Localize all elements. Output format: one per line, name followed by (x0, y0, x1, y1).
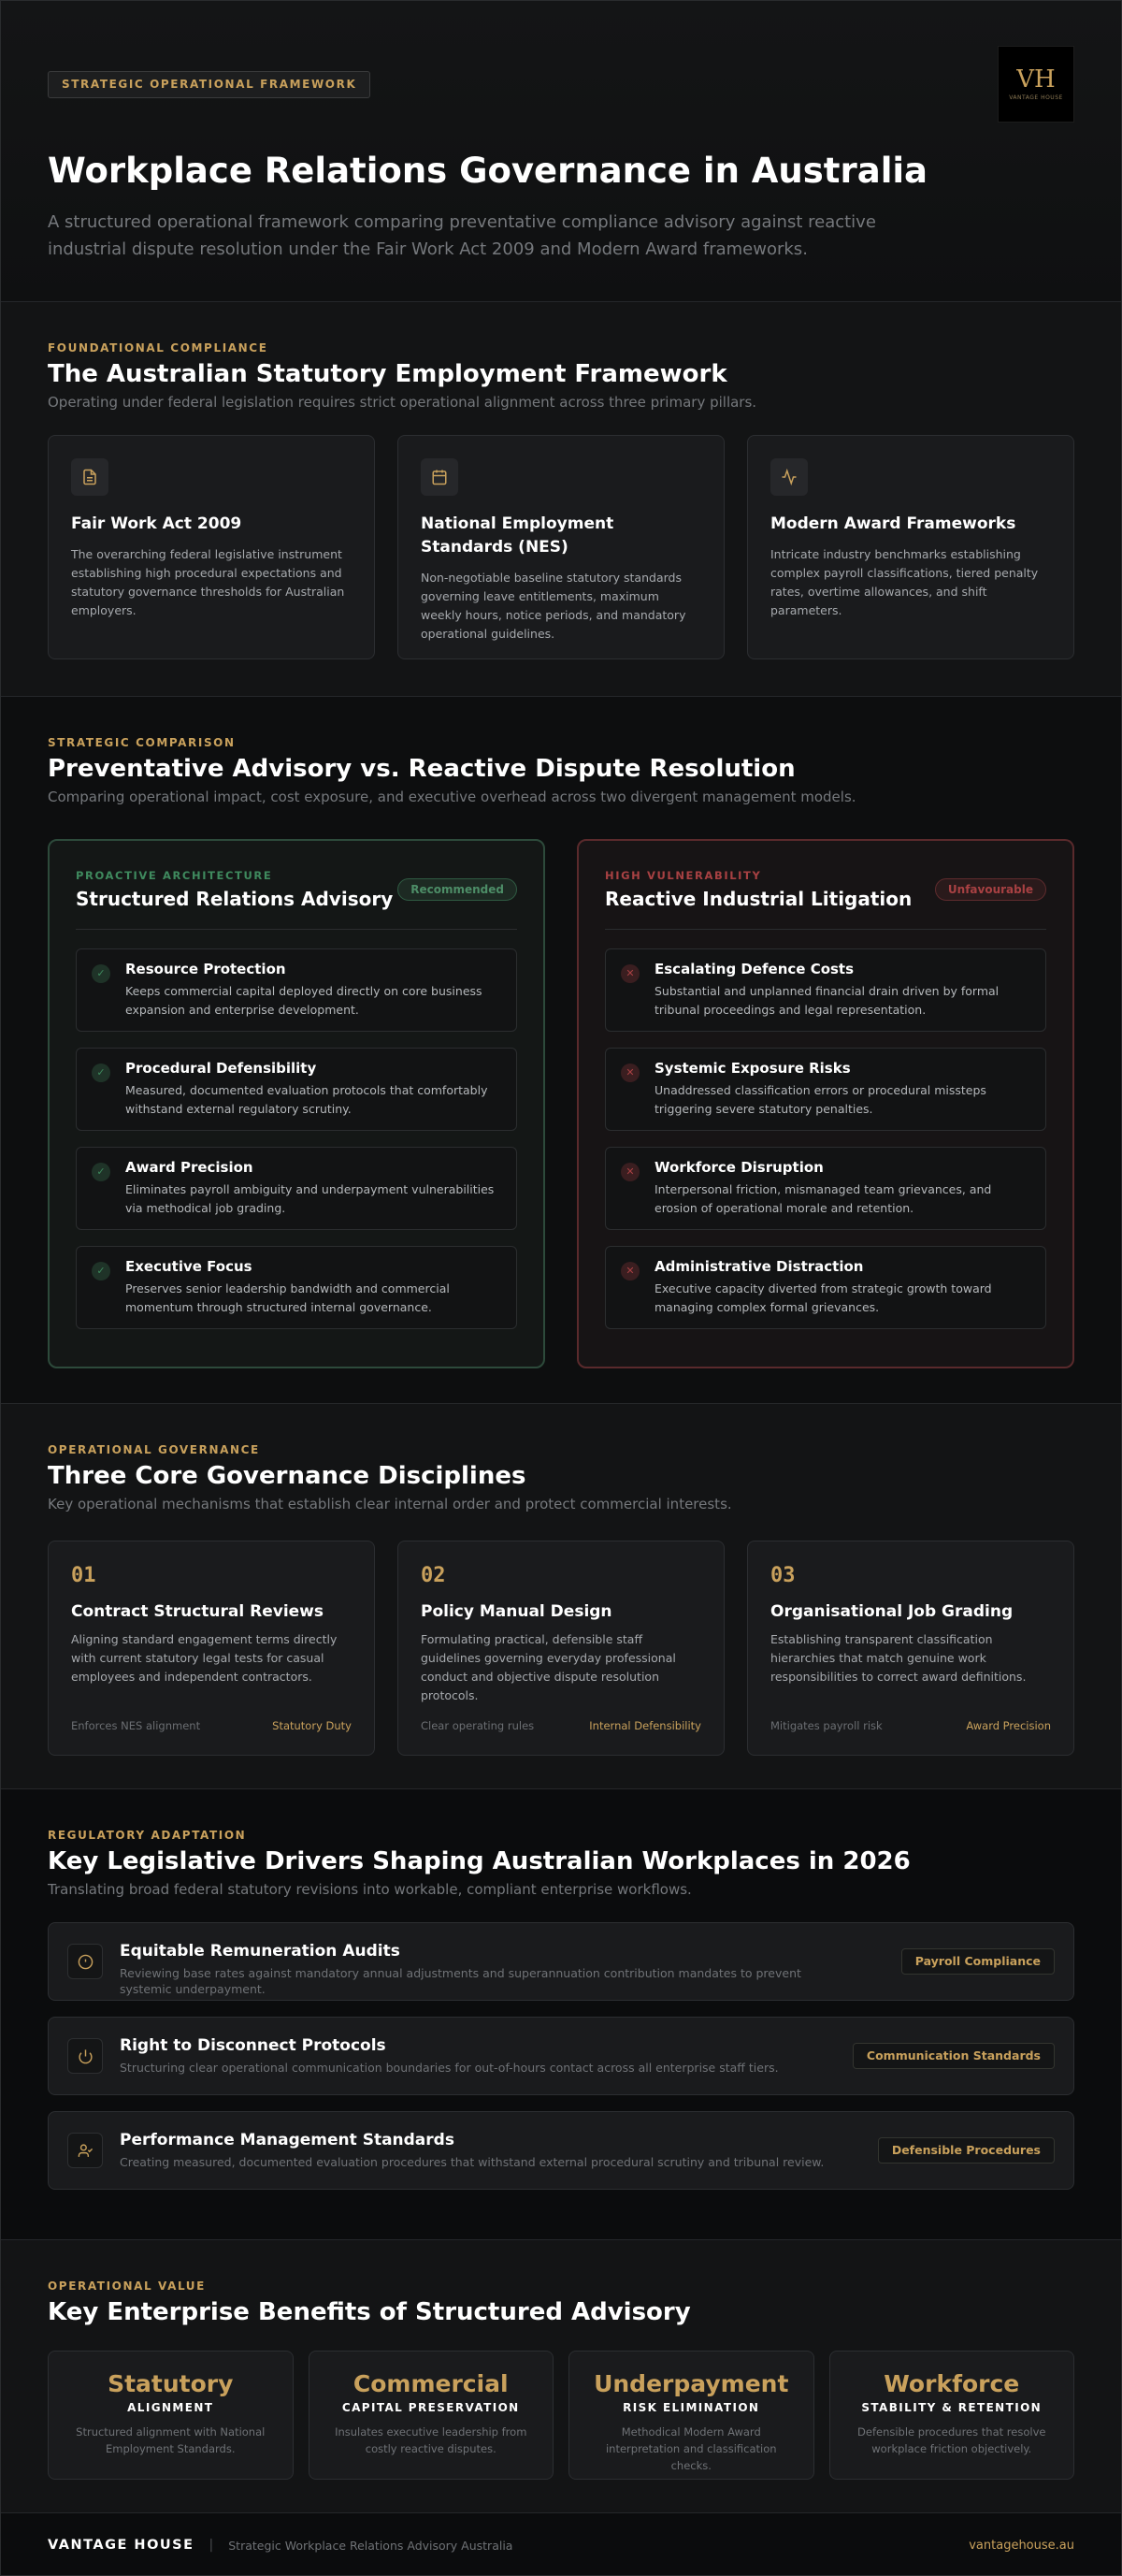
driver-tag: Payroll Compliance (901, 1948, 1055, 1975)
benefits-section (1, 2240, 1121, 2513)
item-title: Workforce Disruption (654, 1159, 824, 1176)
pillar-text: Non-negotiable baseline statutory standards governing leave entitlements, maximum weekly hours, notice periods, and mandatory operational guidelines. (421, 571, 686, 641)
user-check-icon (67, 2133, 103, 2168)
benefit-headline: Workforce (884, 2370, 1020, 2397)
recommended-badge: Recommended (397, 878, 517, 901)
list-item (76, 1246, 517, 1329)
discipline-note: Clear operating rules (421, 1719, 535, 1732)
benefit-text: Structured alignment with National Employment Standards. (76, 2425, 266, 2455)
comparison-section (1, 697, 1121, 1404)
footer-left (48, 2538, 512, 2553)
pillar-title: Fair Work Act 2009 (71, 514, 242, 533)
column-header (76, 869, 517, 930)
cross-icon: ✕ (621, 964, 640, 983)
item-title: Executive Focus (125, 1258, 252, 1275)
item-title: Administrative Distraction (654, 1258, 864, 1275)
check-icon: ✓ (92, 964, 110, 983)
framework-badge: STRATEGIC OPERATIONAL FRAMEWORK (48, 71, 370, 98)
cross-icon: ✕ (621, 1262, 640, 1281)
discipline-note: Enforces NES alignment (71, 1719, 201, 1732)
pillar-card (747, 435, 1074, 659)
benefit-headline: Commercial (352, 2370, 509, 2397)
item-text: Keeps commercial capital deployed directly on core business expansion and enterprise development. (125, 984, 482, 1017)
comparison-columns (48, 839, 1074, 1368)
document-icon (71, 458, 108, 496)
pillar-cards (48, 435, 1074, 659)
discipline-tag: Internal Defensibility (589, 1719, 701, 1732)
discipline-tag: Statutory Duty (272, 1719, 352, 1732)
section-title: Preventative Advisory vs. Reactive Dispute Resolution (48, 755, 796, 783)
benefit-cards (48, 2351, 1074, 2480)
page-subtitle: A structured operational framework comparing preventative compliance advisory against reactive industrial dispute resolution under the Fair Work Act 2009 and Modern Award frameworks. (48, 212, 876, 259)
list-item (76, 1147, 517, 1230)
discipline-cards (48, 1541, 1074, 1756)
benefit-card (568, 2351, 814, 2480)
benefit-text: Insulates executive leadership from costly reactive disputes. (335, 2425, 527, 2455)
item-text: Interpersonal friction, mismanaged team grievances, and erosion of operational morale and retention. (654, 1182, 992, 1215)
unfavourable-badge: Unfavourable (935, 878, 1046, 901)
item-text: Eliminates payroll ambiguity and underpayment vulnerabilities via methodical job grading. (125, 1182, 495, 1215)
foundational-section (1, 302, 1121, 697)
item-title: Award Precision (125, 1159, 253, 1176)
pillar-text: The overarching federal legislative instrument establishing high procedural expectations and statutory governance thresholds for Australian employers. (71, 547, 345, 617)
hero-section (1, 1, 1121, 302)
section-title: Key Legislative Drivers Shaping Australian Workplaces in 2026 (48, 1847, 911, 1875)
driver-title: Equitable Remuneration Audits (120, 1942, 400, 1961)
driver-rows (48, 1922, 1074, 2190)
advisory-items (76, 948, 517, 1329)
section-eyebrow: OPERATIONAL GOVERNANCE (48, 1443, 260, 1456)
item-text: Executive capacity diverted from strategic growth toward managing complex formal grievances. (654, 1281, 992, 1314)
discipline-card (747, 1541, 1074, 1756)
driver-row (48, 2017, 1074, 2095)
section-title: The Australian Statutory Employment Framework (48, 360, 727, 388)
item-text: Measured, documented evaluation protocols that comfortably withstand external regulatory scrutiny. (125, 1083, 488, 1116)
alert-circle-icon (67, 1944, 103, 1979)
benefit-label: ALIGNMENT (127, 2401, 214, 2414)
advisory-column (48, 839, 545, 1368)
item-text: Preserves senior leadership bandwidth and commercial momentum through structured internal governance. (125, 1281, 450, 1314)
power-icon (67, 2038, 103, 2074)
discipline-text: Aligning standard engagement terms directly with current statutory legal tests for casual employees and independent contractors. (71, 1632, 338, 1684)
benefit-text: Methodical Modern Award interpretation and classification checks. (605, 2425, 777, 2472)
column-title: Structured Relations Advisory (76, 888, 394, 910)
section-eyebrow: REGULATORY ADAPTATION (48, 1829, 247, 1842)
footer-brand[interactable]: VANTAGE HOUSE (48, 2538, 194, 2553)
list-item (605, 948, 1046, 1032)
section-eyebrow: OPERATIONAL VALUE (48, 2279, 206, 2293)
section-eyebrow: STRATEGIC COMPARISON (48, 736, 236, 749)
check-icon: ✓ (92, 1262, 110, 1281)
discipline-note: Mitigates payroll risk (770, 1719, 883, 1732)
list-item (605, 1048, 1046, 1131)
logo-text: VANTAGE HOUSE (1009, 94, 1063, 101)
section-eyebrow: FOUNDATIONAL COMPLIANCE (48, 341, 268, 355)
disciplines-section (1, 1404, 1121, 1789)
pillar-title: Modern Award Frameworks (770, 514, 1016, 533)
page-title: Workplace Relations Governance in Australia (48, 151, 928, 191)
discipline-title: Contract Structural Reviews (71, 1602, 324, 1621)
item-title: Resource Protection (125, 961, 286, 977)
check-icon: ✓ (92, 1064, 110, 1082)
activity-icon (770, 458, 808, 496)
discipline-title: Policy Manual Design (421, 1602, 612, 1621)
item-title: Procedural Defensibility (125, 1060, 317, 1077)
column-title: Reactive Industrial Litigation (605, 888, 913, 910)
driver-tag: Defensible Procedures (878, 2137, 1055, 2164)
column-eyebrow: PROACTIVE ARCHITECTURE (76, 869, 273, 882)
litigation-column (577, 839, 1074, 1368)
list-item (605, 1147, 1046, 1230)
driver-title: Right to Disconnect Protocols (120, 2036, 386, 2055)
benefit-headline: Underpayment (594, 2370, 789, 2397)
pillar-card (48, 435, 375, 659)
benefit-card (48, 2351, 294, 2480)
legislative-section (1, 1789, 1121, 2240)
benefit-card (829, 2351, 1075, 2480)
discipline-text: Establishing transparent classification hierarchies that match genuine work responsibilities to correct award definitions. (770, 1632, 1027, 1684)
column-eyebrow: HIGH VULNERABILITY (605, 869, 762, 882)
benefit-label: STABILITY & RETENTION (861, 2401, 1043, 2414)
section-subtitle: Key operational mechanisms that establish clear internal order and protect commercial interests. (48, 1496, 732, 1512)
driver-row (48, 2111, 1074, 2190)
discipline-card (397, 1541, 725, 1756)
benefit-headline: Statutory (108, 2370, 234, 2397)
item-title: Systemic Exposure Risks (654, 1060, 851, 1077)
item-text: Substantial and unplanned financial drain driven by formal tribunal proceedings and legal representation. (654, 984, 1000, 1017)
list-item (76, 1048, 517, 1131)
driver-text: Structuring clear operational communication boundaries for out-of-hours contact across all enterprise staff tiers. (120, 2061, 779, 2075)
section-subtitle: Comparing operational impact, cost exposure, and executive overhead across two divergent management models. (48, 789, 856, 805)
discipline-number: 03 (770, 1564, 796, 1587)
section-title: Three Core Governance Disciplines (48, 1462, 526, 1490)
footer-tagline: Strategic Workplace Relations Advisory Australia (228, 2538, 513, 2553)
list-item (605, 1246, 1046, 1329)
footer-separator: | (209, 2538, 214, 2553)
discipline-card (48, 1541, 375, 1756)
pillar-text: Intricate industry benchmarks establishing complex payroll classifications, tiered penalty rates, overtime allowances, and shift parameters. (770, 547, 1039, 617)
item-title: Escalating Defence Costs (654, 961, 855, 977)
brand-logo[interactable] (998, 46, 1074, 123)
discipline-tag: Award Precision (966, 1719, 1051, 1732)
discipline-footer (71, 1719, 352, 1732)
driver-title: Performance Management Standards (120, 2131, 454, 2149)
driver-row (48, 1922, 1074, 2001)
benefit-label: RISK ELIMINATION (623, 2401, 760, 2414)
driver-text: Creating measured, documented evaluation procedures that withstand external procedural scrutiny and tribunal review. (120, 2155, 825, 2169)
column-header (605, 869, 1046, 930)
discipline-footer (421, 1719, 701, 1732)
calendar-icon (421, 458, 458, 496)
cross-icon: ✕ (621, 1064, 640, 1082)
benefit-label: CAPITAL PRESERVATION (341, 2401, 520, 2414)
discipline-title: Organisational Job Grading (770, 1602, 1014, 1621)
footer (1, 2513, 1121, 2576)
litigation-items (605, 948, 1046, 1329)
item-text: Unaddressed classification errors or procedural missteps triggering severe statutory penalties. (654, 1083, 986, 1116)
pillar-title: National Employment Standards (NES) (421, 514, 614, 557)
section-subtitle: Translating broad federal statutory revisions into workable, compliant enterprise workflows. (48, 1881, 692, 1898)
driver-tag: Communication Standards (853, 2043, 1055, 2069)
logo-mark: VH (1016, 65, 1056, 94)
pillar-card (397, 435, 725, 659)
discipline-number: 01 (71, 1564, 96, 1587)
website-link[interactable]: vantagehouse.au (969, 2538, 1074, 2553)
discipline-text: Formulating practical, defensible staff guidelines governing everyday professional conduct and objective dispute resolution protocols. (421, 1632, 676, 1702)
benefit-card (309, 2351, 554, 2480)
benefit-text: Defensible procedures that resolve workplace friction objectively. (857, 2425, 1046, 2455)
driver-text: Reviewing base rates against mandatory annual adjustments and superannuation contribution mandates to prevent systemic underpayment. (120, 1966, 801, 1996)
section-subtitle: Operating under federal legislation requires strict operational alignment across three primary pillars. (48, 394, 757, 411)
discipline-number: 02 (421, 1564, 446, 1587)
cross-icon: ✕ (621, 1163, 640, 1181)
check-icon: ✓ (92, 1163, 110, 1181)
list-item (76, 948, 517, 1032)
section-title: Key Enterprise Benefits of Structured Advisory (48, 2298, 691, 2326)
discipline-footer (770, 1719, 1051, 1732)
